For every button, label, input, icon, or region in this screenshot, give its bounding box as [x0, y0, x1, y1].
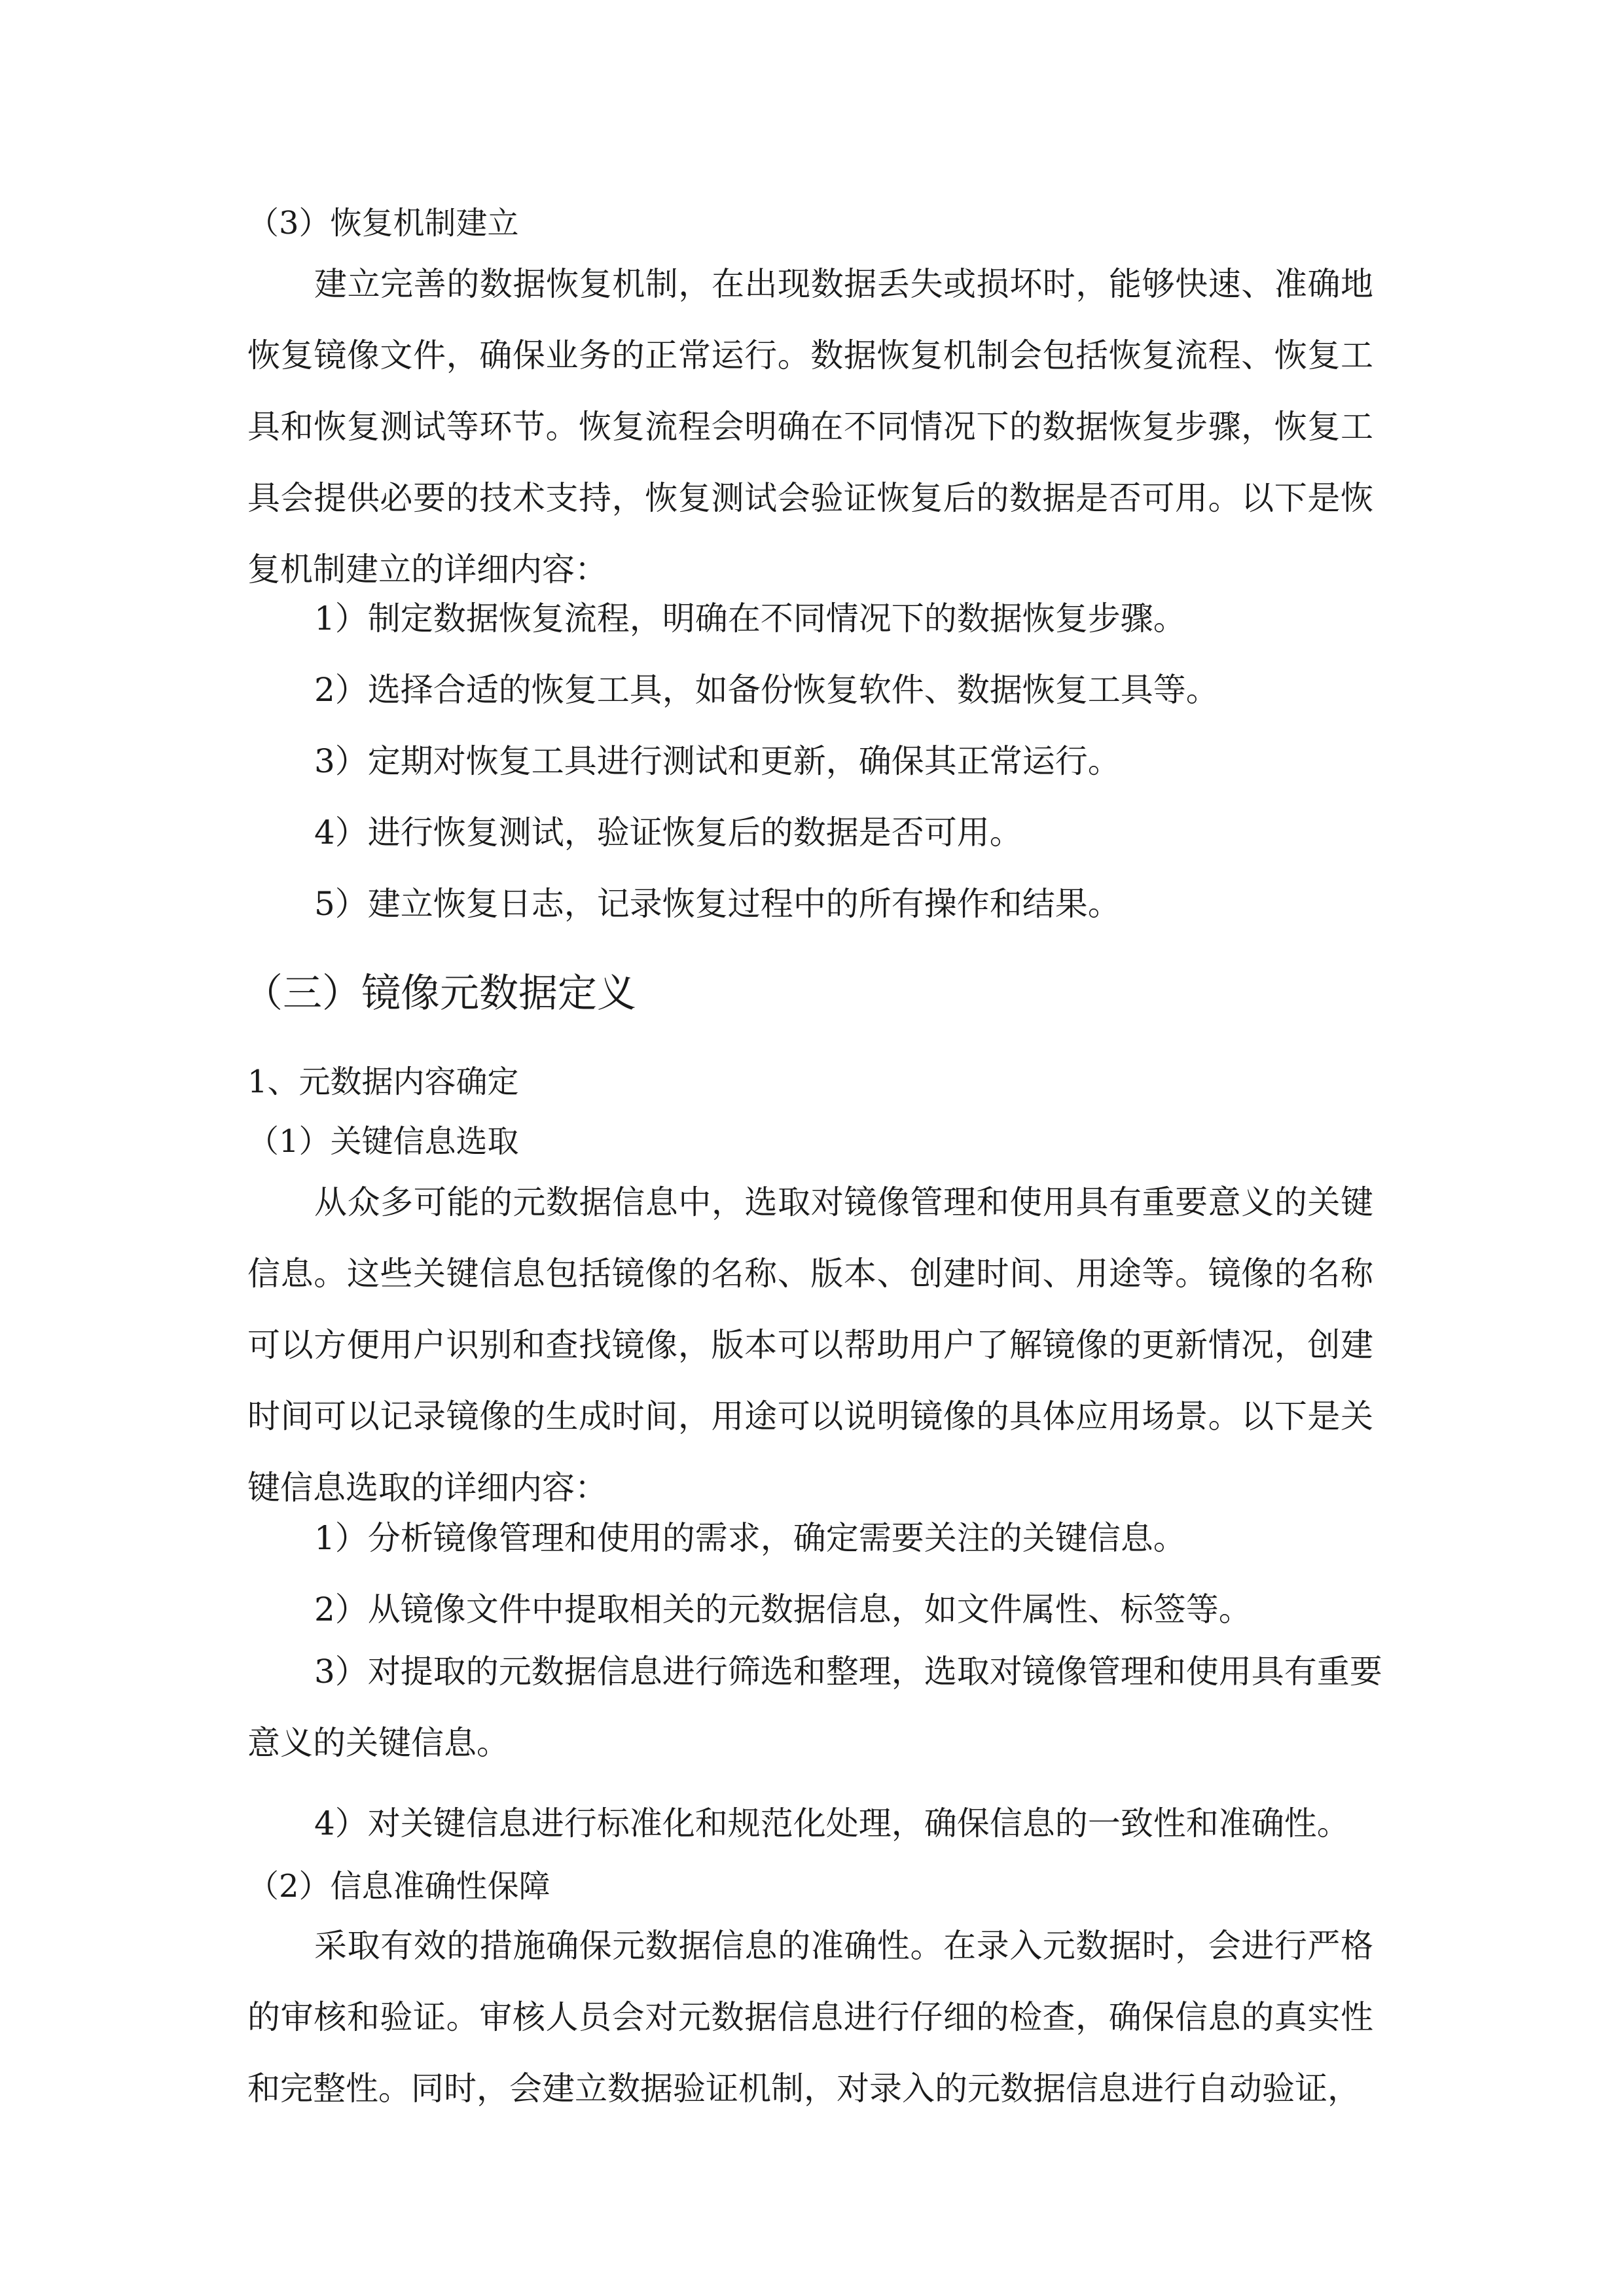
recovery-item-2: 2）选择合适的恢复工具，如备份恢复软件、数据恢复工具等。 — [314, 671, 1219, 709]
chapter-heading-metadata-definition: （三）镜像元数据定义 — [244, 971, 636, 1016]
recovery-mechanism-heading: （3）恢复机制建立 — [247, 205, 519, 242]
key-info-item-2: 2）从镜像文件中提取相关的元数据信息，如文件属性、标签等。 — [314, 1590, 1252, 1628]
key-info-item-1: 1）分析镜像管理和使用的需求，确定需要关注的关键信息。 — [314, 1519, 1186, 1557]
key-info-heading: （1）关键信息选取 — [247, 1123, 519, 1160]
recovery-mechanism-paragraph: 建立完善的数据恢复机制，在出现数据丢失或损坏时，能够快速、准确地恢复镜像文件，确保业务的正常运行。数据恢复机制会包括恢复流程、恢复工具和恢复测试等环节。恢复流程会明确在不同情况下的数据恢复步骤，恢复工具会提供必要的技术支持，恢复测试会验证恢复后的数据是否可用。以下是恢复机制建立的详细内容： — [247, 265, 1373, 588]
recovery-item-5: 5）建立恢复日志，记录恢复过程中的所有操作和结果。 — [314, 885, 1121, 923]
accuracy-heading: （2）信息准确性保障 — [247, 1868, 550, 1905]
key-info-item-4: 4）对关键信息进行标准化和规范化处理，确保信息的一致性和准确性。 — [314, 1804, 1350, 1842]
key-info-item-3: 3）对提取的元数据信息进行筛选和整理，选取对镜像管理和使用具有重要意义的关键信息。 — [247, 1653, 1382, 1762]
key-info-paragraph: 从众多可能的元数据信息中，选取对镜像管理和使用具有重要意义的关键信息。这些关键信息包括镜像的名称、版本、创建时间、用途等。镜像的名称可以方便用户识别和查找镜像，版本可以帮助用户了解镜像的更新情况，创建时间可以记录镜像的生成时间，用途可以说明镜像的具体应用场景。以下是关键信息选取的详细内容： — [247, 1183, 1373, 1507]
metadata-content-heading: 1、元数据内容确定 — [247, 1064, 519, 1100]
recovery-item-1: 1）制定数据恢复流程，明确在不同情况下的数据恢复步骤。 — [314, 600, 1186, 637]
recovery-item-4: 4）进行恢复测试，验证恢复后的数据是否可用。 — [314, 814, 1022, 852]
recovery-item-3: 3）定期对恢复工具进行测试和更新，确保其正常运行。 — [314, 742, 1121, 780]
accuracy-paragraph: 采取有效的措施确保元数据信息的准确性。在录入元数据时，会进行严格的审核和验证。审核人员会对元数据信息进行仔细的检查，确保信息的真实性和完整性。同时，会建立数据验证机制，对录入的元数据信息进行自动验证， — [247, 1927, 1373, 2108]
